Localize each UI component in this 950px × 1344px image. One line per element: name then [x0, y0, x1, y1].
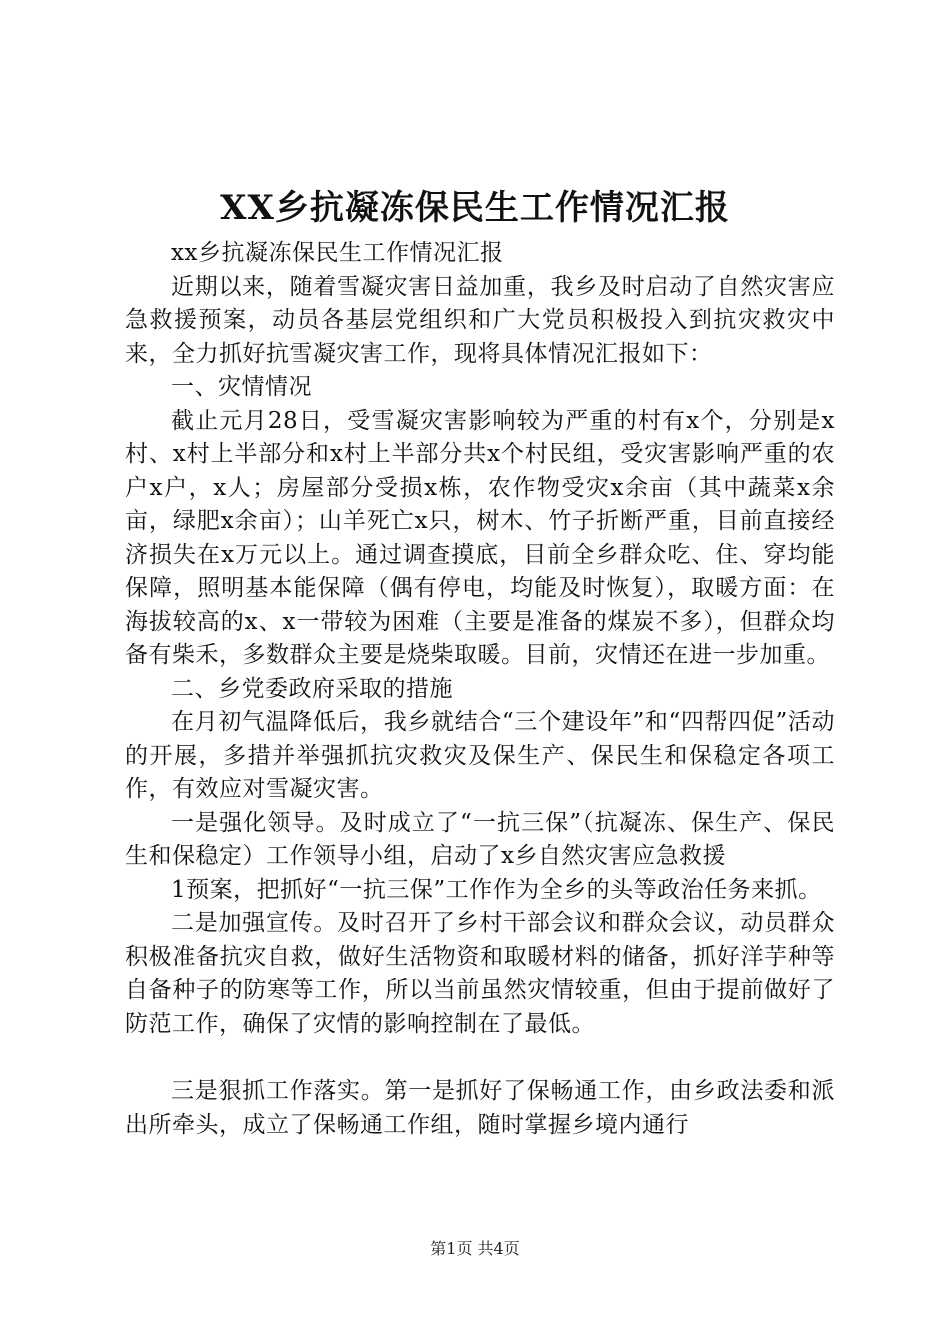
subtitle-paragraph: xx乡抗凝冻保民生工作情况汇报	[171, 240, 504, 266]
page-footer: 第1页 共4页	[430, 1239, 520, 1258]
section-heading-measures: 二、乡党委政府采取的措施	[171, 675, 453, 702]
measure-one-paragraph: 一是强化领导。及时成立了“一抗三保”（抗凝冻、保生产、保民生和保稳定）工作领导小组，启动了x乡自然灾害应急救援	[125, 809, 835, 869]
measure-three-paragraph: 三是狠抓工作落实。第一是抓好了保畅通工作，由乡政法委和派出所牵头，成立了保畅通工作组，随时掌握乡境内通行	[125, 1078, 835, 1138]
measures-paragraph: 在月初气温降低后，我乡就结合“三个建设年”和“四帮四促”活动的开展，多措并举强抓抗灾救灾及保生产、保民生和保稳定各项工作，有效应对雪凝灾害。	[125, 709, 835, 802]
section-heading-disaster: 一、灾情情况	[171, 374, 312, 400]
document-body	[125, 237, 835, 1142]
measure-one-continued-paragraph: 1预案，把抓好“一抗三保”工作作为全乡的头等政治任务来抓。	[171, 876, 822, 903]
intro-paragraph: 近期以来，随着雪凝灾害日益加重，我乡及时启动了自然灾害应急救援预案，动员各基层党组织和广大党员积极投入到抗灾救灾中来，全力抓好抗雪凝灾害工作，现将具体情况汇报如下：	[125, 273, 835, 367]
document-title: XX乡抗凝冻保民生工作情况汇报	[220, 188, 730, 228]
measure-two-paragraph: 二是加强宣传。及时召开了乡村干部会议和群众会议，动员群众积极准备抗灾自救，做好生活物资和取暖材料的储备，抓好洋芋种等自备种子的防寒等工作，所以当前虽然灾情较重，但由于提前做好了防范工作，确保了灾情的影响控制在了最低。	[125, 910, 835, 1037]
disaster-paragraph: 截止元月28日，受雪凝灾害影响较为严重的村有x个，分别是x村、x村上半部分和x村上半部分共x个村民组，受灾害影响严重的农户x户，x人；房屋部分受损x栋，农作物受灾x余亩（其中蔬菜x余亩，绿肥x余亩）；山羊死亡x只，树木、竹子折断严重，目前直接经济损失在x万元以上。通过调查摸底，目前全乡群众吃、住、穿均能保障，照明基本能保障（偶有停电，均能及时恢复），取暖方面：在海拔较高的x、x一带较为困难（主要是准备的煤炭不多），但群众均备有柴禾，多数群众主要是烧柴取暖。目前，灾情还在进一步加重。	[125, 407, 835, 668]
